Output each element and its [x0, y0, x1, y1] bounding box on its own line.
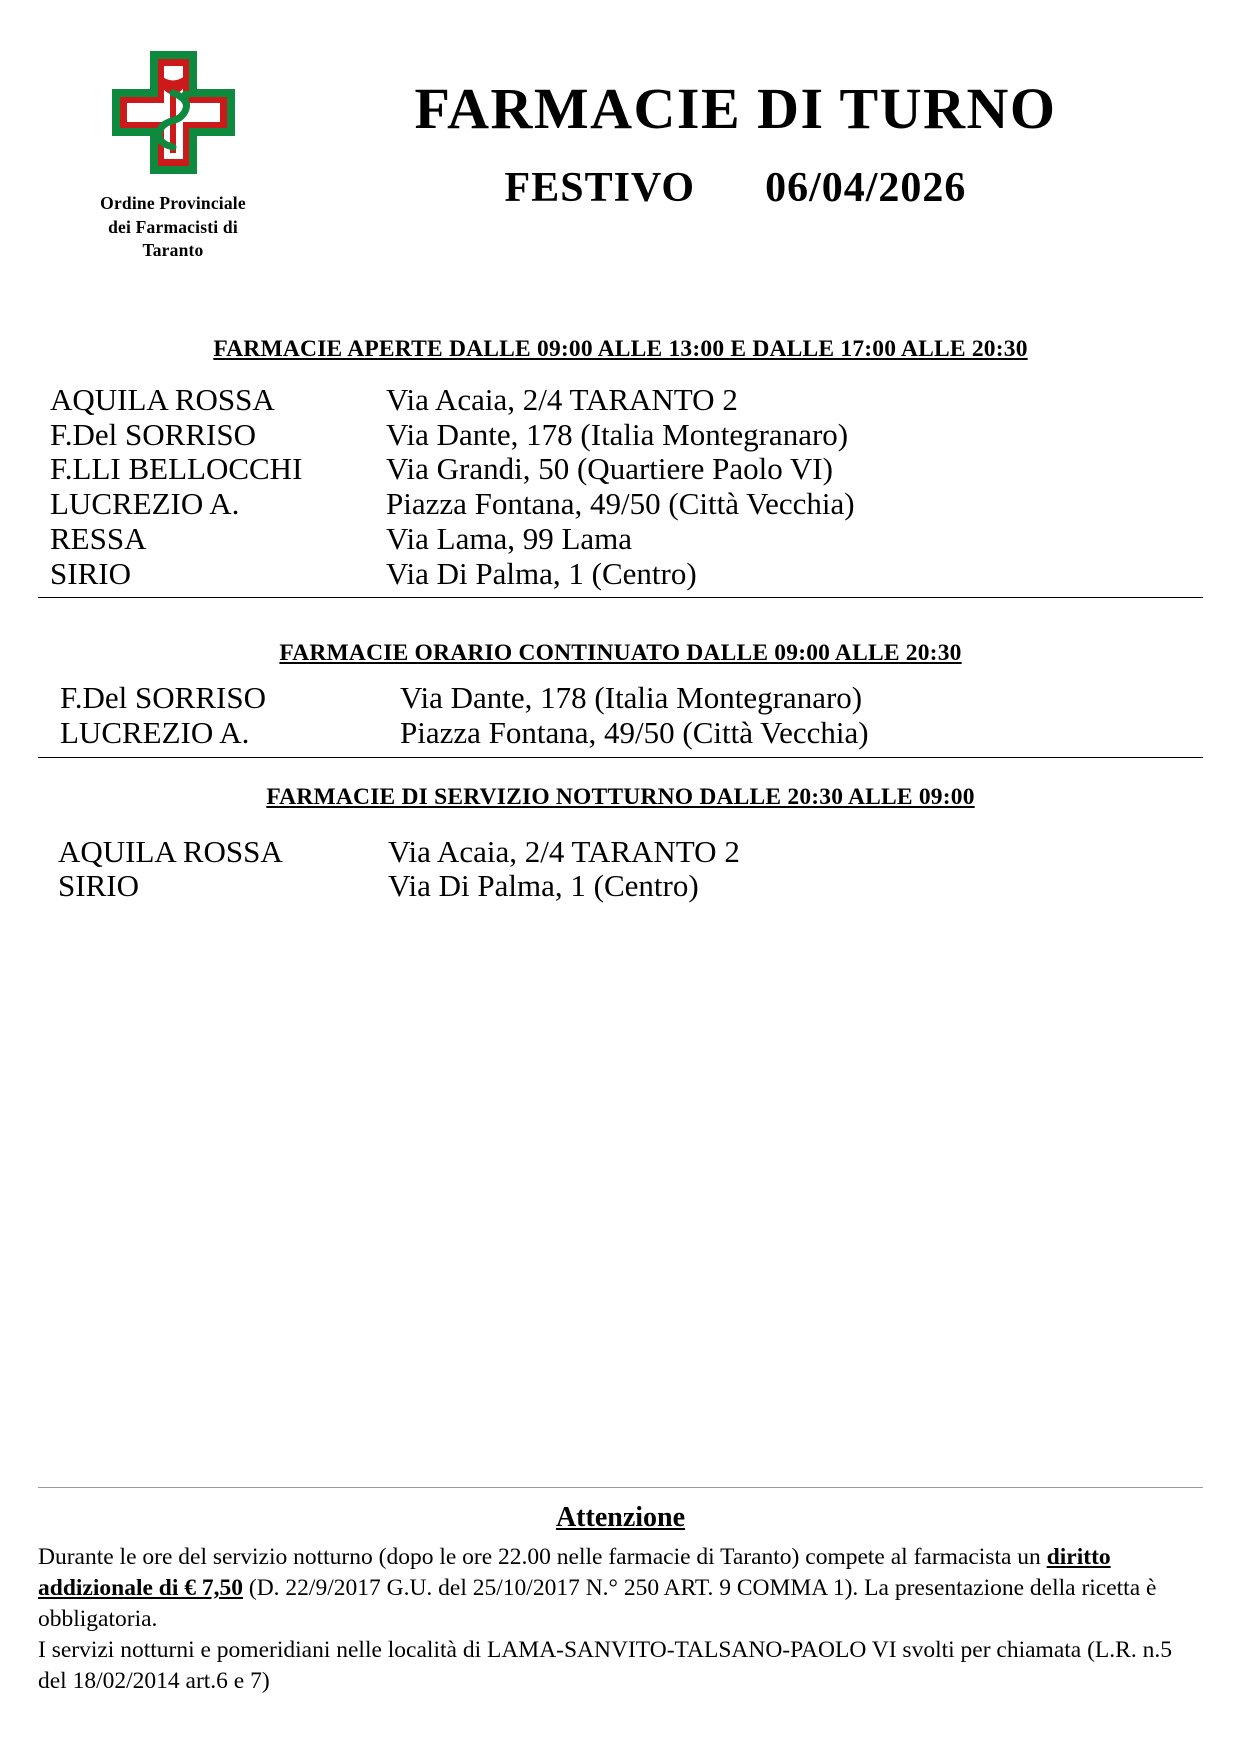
list-item [50, 487, 1203, 522]
pharmacy-address: Via Lama, 99 Lama [386, 520, 633, 556]
logo-caption-line-1: Ordine Provinciale [100, 193, 246, 213]
pharmacy-list [38, 835, 1203, 904]
title-block [268, 76, 1203, 212]
logo-caption-line-3: Taranto [142, 240, 204, 261]
pharmacy-name: AQUILA ROSSA [58, 833, 283, 869]
subtitle-row [268, 164, 1203, 212]
pharmacy-address: Via Dante, 178 (Italia Montegranaro) [400, 680, 863, 716]
section-heading: FARMACIE ORARIO CONTINUATO DALLE 09:00 ALLE 20:30 [279, 640, 962, 667]
footer-notice [38, 1487, 1203, 1697]
footer-para1-part1: Durante le ore del servizio notturno (dopo le ore 22.00 nelle farmacie di Taranto) compete al farmacista un [38, 1543, 1047, 1570]
pharmacy-list [38, 383, 1203, 591]
pharmacy-name: RESSA [50, 520, 147, 556]
pharmacy-address: Via Grandi, 50 (Quartiere Paolo VI) [386, 451, 833, 487]
pharmacy-name: SIRIO [58, 868, 139, 904]
pharmacy-name: LUCREZIO A. [50, 486, 240, 522]
list-item [50, 557, 1203, 592]
pharmacy-name: F.LLI BELLOCCHI [50, 451, 303, 487]
footer-surcharge-amount: diritto addizionale di € 7,50 [38, 1543, 1111, 1601]
footer-title: Attenzione [555, 1501, 686, 1533]
list-item [58, 869, 1203, 904]
section-night-service [38, 784, 1203, 904]
page-title: FARMACIE DI TURNO [414, 76, 1057, 141]
footer-para1-part2: (D. 22/9/2017 G.U. del 25/10/2017 N.° 250 ART. 9 COMMA 1). La presentazione della ricetta è obbligatoria. [38, 1574, 1157, 1632]
pharmacy-name: AQUILA ROSSA [50, 382, 275, 417]
pharmacy-list [38, 681, 1203, 750]
pharmacy-name: SIRIO [50, 555, 131, 591]
section-continuous-hours [38, 640, 1203, 757]
pharmacy-address: Piazza Fontana, 49/50 (Città Vecchia) [386, 486, 855, 522]
pharmacy-address: Via Dante, 178 (Italia Montegranaro) [386, 416, 849, 452]
section-divider [38, 757, 1203, 758]
list-item [50, 418, 1203, 453]
section-open-pharmacies [38, 336, 1203, 598]
pharmacy-cross-icon [106, 45, 241, 180]
list-item [50, 383, 1203, 418]
pharmacy-name: F.Del SORRISO [60, 680, 266, 716]
pharmacy-address: Via Acaia, 2/4 TARANTO 2 [388, 833, 740, 869]
list-item [50, 522, 1203, 557]
footer-divider [38, 1487, 1203, 1488]
pharmacy-name: F.Del SORRISO [50, 416, 256, 452]
list-item [60, 681, 1203, 716]
list-item [50, 452, 1203, 487]
pharmacy-address: Via Di Palma, 1 (Centro) [386, 555, 697, 591]
pharmacy-address: Piazza Fontana, 49/50 (Città Vecchia) [400, 715, 869, 751]
logo-caption [78, 192, 268, 263]
list-item [60, 716, 1203, 751]
shift-date: 06/04/2026 [765, 165, 967, 211]
footer-paragraph-2: I servizi notturni e pomeridiani nelle località di LAMA-SANVITO-TALSANO-PAOLO VI svolti per chiamata (L.R. n.5 del 18/02/2014 art.6 e 7) [38, 1636, 1172, 1694]
pharmacy-name: LUCREZIO A. [60, 715, 250, 751]
logo-caption-line-2: dei Farmacisti di [108, 216, 238, 237]
logo-block [78, 45, 268, 263]
document-header [38, 0, 1203, 300]
pharmacy-address: Via Di Palma, 1 (Centro) [388, 868, 699, 904]
section-divider [38, 597, 1203, 598]
section-heading: FARMACIE DI SERVIZIO NOTTURNO DALLE 20:30 ALLE 09:00 [266, 783, 975, 810]
shift-type-label: FESTIVO [504, 165, 696, 211]
footer-body [38, 1542, 1203, 1697]
section-heading: FARMACIE APERTE DALLE 09:00 ALLE 13:00 E DALLE 17:00 ALLE 20:30 [213, 336, 1028, 362]
pharmacy-address: Via Acaia, 2/4 TARANTO 2 [386, 382, 738, 417]
footer-paragraph-1 [38, 1542, 1203, 1635]
list-item [58, 835, 1203, 870]
